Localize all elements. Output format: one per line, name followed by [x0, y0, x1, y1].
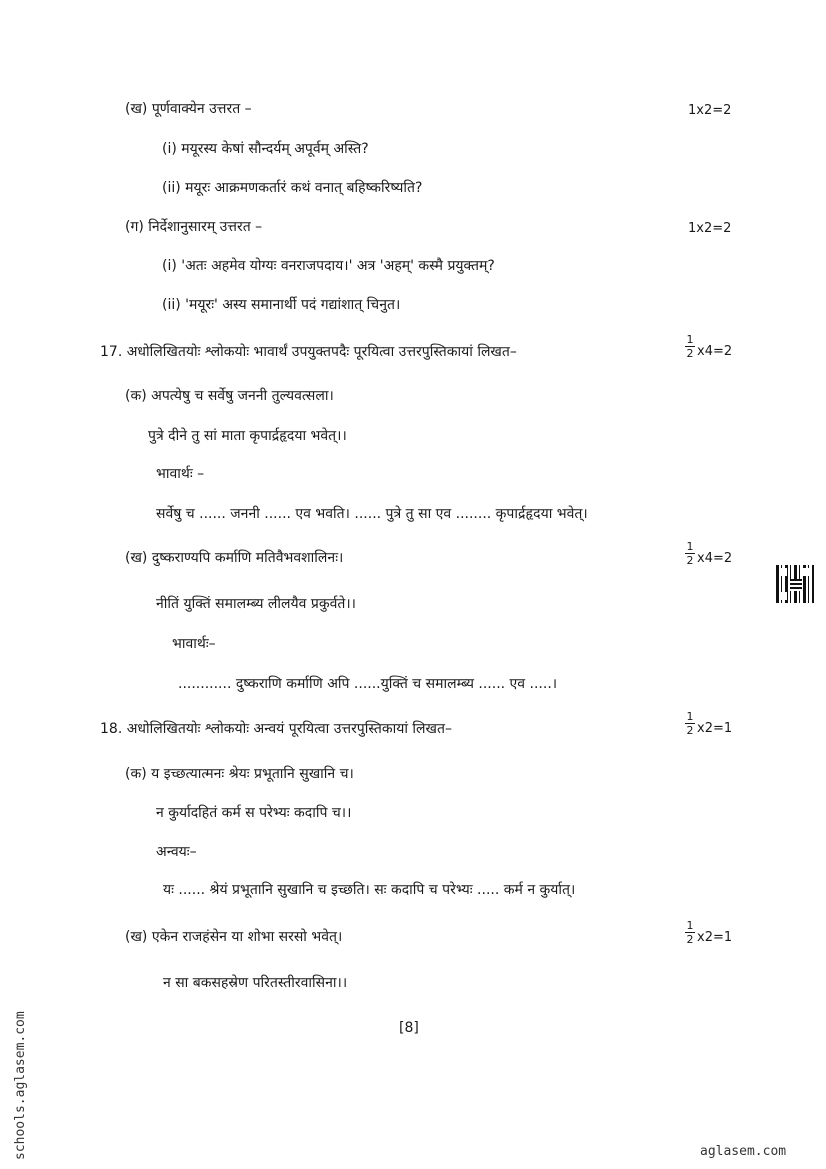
fraction-numerator: 1: [686, 919, 694, 932]
footer-watermark: aglasem.com: [700, 1144, 787, 1159]
qr-code-icon: [776, 565, 814, 603]
q18-marks-fraction: [684, 711, 696, 736]
q18-kha-marks-rest: x2=1: [697, 930, 733, 945]
q17-kha-line-1: (ख) दुष्कराण्यपि कर्माणि मतिवैभवशालिनः।: [125, 550, 344, 566]
q16-kha-item-2: (ii) मयूरः आक्रमणकर्तारं कथं वनात् बहिष्करिष्यति?: [162, 180, 423, 196]
q17-marks-rest: x4=2: [697, 344, 733, 359]
q16-kha-heading: (ख) पूर्णवाक्येन उत्तरत –: [125, 101, 252, 117]
q17-kha-answer: ............ दुष्कराणि कर्माणि अपि ......युक्तिं च समालम्ब्य ...... एव .....।: [178, 676, 558, 692]
fraction-numerator: 1: [686, 710, 694, 723]
q16-ga-item-2: (ii) 'मयूरः' अस्य समानार्थी पदं गद्यांशात् चिनुत।: [162, 297, 401, 313]
q18-ka-label: अन्वयः–: [156, 844, 197, 860]
page-number: [8]: [399, 1020, 419, 1036]
q17-kha-marks-fraction: [684, 541, 696, 566]
fraction-denominator: 2: [686, 933, 694, 946]
q17-marks-fraction: [684, 334, 696, 359]
fraction-numerator: 1: [686, 540, 694, 553]
fraction-denominator: 2: [686, 724, 694, 737]
q18-ka-answer: यः ...... श्रेयं प्रभूतानि सुखानि च इच्छति। सः कदापि च परेभ्यः ..... कर्म न कुर्यात्।: [163, 882, 576, 898]
q18-kha-line-1: (ख) एकेन राजहंसेन या शोभा सरसो भवेत्।: [125, 929, 343, 945]
q18-kha-marks-fraction: [684, 920, 696, 945]
fraction-denominator: 2: [686, 347, 694, 360]
q16-ga-marks: 1x2=2: [688, 221, 732, 236]
side-watermark: schools.aglasem.com: [13, 1011, 28, 1160]
q17-ka-answer: सर्वेषु च ...... जननी ...... एव भवति। ...... पुत्रे तु सा एव ........ कृपार्द्रहृदया भवेत्।: [156, 506, 588, 522]
q17-kha-marks-rest: x4=2: [697, 551, 733, 566]
q18-ka-line-1: (क) य इच्छत्यात्मनः श्रेयः प्रभूतानि सुखानि च।: [125, 766, 354, 782]
q17-ka-label: भावार्थः –: [156, 466, 205, 482]
q17-ka-line-2: पुत्रे दीने तु सां माता कृपार्द्रहृदया भवेत्।।: [148, 428, 347, 444]
fraction-numerator: 1: [686, 333, 694, 346]
q17-kha-label: भावार्थः–: [172, 636, 216, 652]
q18-marks-rest: x2=1: [697, 721, 733, 736]
q16-ga-heading: (ग) निर्देशानुसारम् उत्तरत –: [125, 219, 263, 235]
q18-kha-line-2: न सा बकसहस्रेण परितस्तीरवासिना।।: [163, 975, 348, 991]
q18-ka-line-2: न कुर्यादहितं कर्म स परेभ्यः कदापि च।।: [156, 805, 352, 821]
q16-kha-item-1: (i) मयूरस्य केषां सौन्दर्यम् अपूर्वम् अस्ति?: [162, 141, 369, 157]
q16-ga-item-1: (i) 'अतः अहमेव योग्यः वनराजपदाय।' अत्र 'अहम्' कस्मै प्रयुक्तम्?: [162, 258, 495, 274]
fraction-denominator: 2: [686, 554, 694, 567]
q17-ka-line-1: (क) अपत्येषु च सर्वेषु जननी तुल्यवत्सला।: [125, 388, 334, 404]
q17-heading: 17. अधोलिखितयोः श्लोकयोः भावार्थं उपयुक्तपदैः पूरयित्वा उत्तरपुस्तिकायां लिखत–: [100, 344, 517, 360]
q16-kha-marks: 1x2=2: [688, 103, 732, 118]
q17-kha-line-2: नीतिं युक्तिं समालम्ब्य लीलयैव प्रकुर्वते।।: [156, 596, 356, 612]
q18-heading: 18. अधोलिखितयोः श्लोकयोः अन्वयं पूरयित्वा उत्तरपुस्तिकायां लिखत–: [100, 721, 452, 737]
